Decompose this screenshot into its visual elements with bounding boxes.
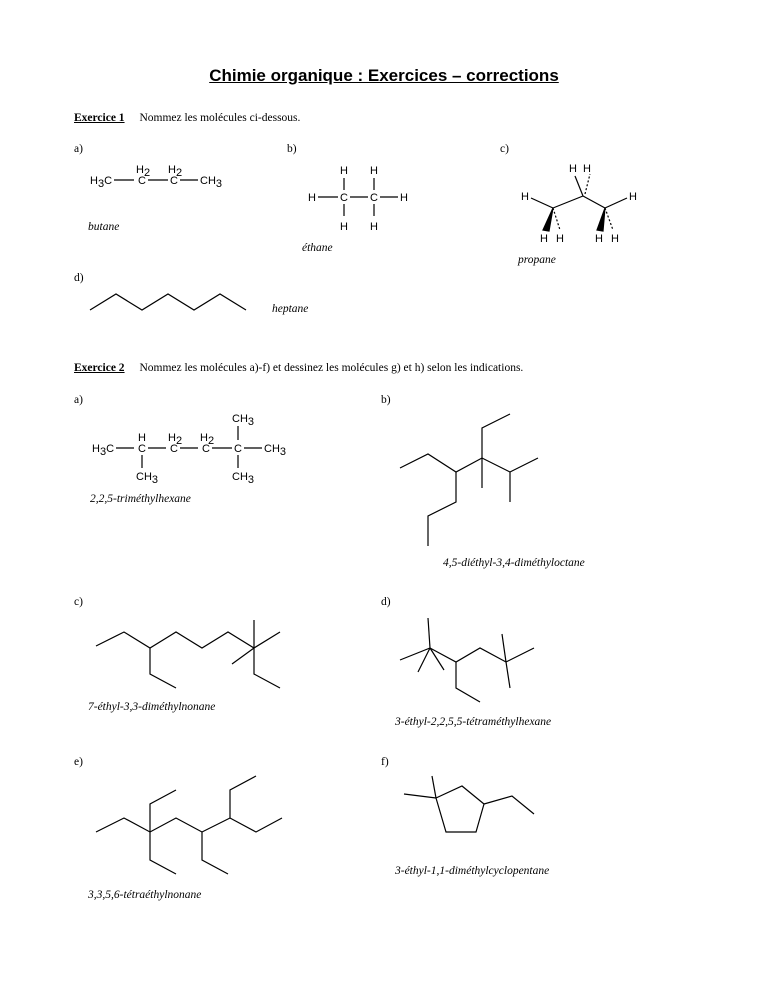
ex2-name-a: 2,2,5-triméthylhexane — [90, 493, 191, 505]
ex1-letter-c: c) — [500, 143, 509, 155]
ex1-name-a: butane — [88, 221, 120, 233]
svg-text:C: C — [138, 175, 146, 187]
svg-text:H: H — [556, 233, 564, 245]
ethyltetramethylhexane-structure — [398, 614, 548, 704]
svg-text:C: C — [234, 443, 242, 455]
svg-text:CH3: CH3 — [264, 443, 287, 458]
ex2-name-c: 7-éthyl-3,3-diméthylnonane — [88, 701, 216, 713]
svg-text:H: H — [611, 233, 619, 245]
svg-text:H: H — [629, 191, 637, 203]
svg-text:H: H — [595, 233, 603, 245]
ex2-name-d: 3-éthyl-2,2,5,5-tétraméthylhexane — [395, 716, 552, 728]
svg-text:H: H — [340, 165, 348, 177]
svg-text:H: H — [340, 221, 348, 233]
ex2-name-b: 4,5-diéthyl-3,4-diméthyloctane — [443, 557, 585, 569]
svg-text:H2: H2 — [168, 432, 183, 447]
ethane-structure — [300, 160, 420, 240]
svg-text:H: H — [521, 191, 529, 203]
exercise-1-instruction: Nommez les molécules ci-dessous. — [139, 112, 301, 124]
exercise-1-label: Exercice 1 — [74, 112, 125, 124]
svg-text:H2: H2 — [200, 432, 215, 447]
trimethylhexane-structure — [90, 410, 300, 490]
svg-text:C: C — [170, 443, 178, 455]
svg-text:C: C — [170, 175, 178, 187]
ex2-letter-e: e) — [74, 756, 83, 768]
exercise-2-header — [74, 362, 523, 374]
heptane-structure — [88, 290, 268, 320]
ex1-name-c: propane — [518, 254, 556, 266]
ex2-letter-c: c) — [74, 596, 83, 608]
svg-text:H: H — [138, 432, 146, 444]
svg-text:H: H — [370, 221, 378, 233]
svg-text:H: H — [540, 233, 548, 245]
exercise-2-instruction: Nommez les molécules a)-f) et dessinez les molécules g) et h) selon les indications. — [139, 362, 524, 374]
ex1-letter-d: d) — [74, 272, 84, 284]
svg-text:H: H — [370, 165, 378, 177]
svg-text:H: H — [583, 163, 591, 175]
ethyldimethylnonane-structure — [94, 614, 294, 694]
svg-text:H2: H2 — [136, 164, 151, 179]
ex1-letter-a: a) — [74, 143, 83, 155]
ex2-letter-d: d) — [381, 596, 391, 608]
svg-text:CH3: CH3 — [232, 413, 255, 428]
svg-text:C: C — [340, 192, 348, 204]
svg-text:H: H — [400, 192, 408, 204]
ex2-letter-b: b) — [381, 394, 391, 406]
ex2-name-f: 3-éthyl-1,1-diméthylcyclopentane — [395, 865, 550, 877]
svg-text:CH3: CH3 — [232, 471, 255, 486]
page-title: Chimie organique : Exercices – corrections — [209, 66, 559, 85]
butane-structure — [88, 160, 238, 200]
svg-text:H: H — [308, 192, 316, 204]
svg-text:C: C — [370, 192, 378, 204]
ethyldimethylcyclopentane-structure — [396, 774, 546, 844]
exercise-1-header — [74, 112, 300, 124]
ex1-name-b: éthane — [302, 242, 333, 254]
tetraethylnonane-structure — [94, 776, 294, 896]
ex1-letter-b: b) — [287, 143, 297, 155]
ex2-letter-f: f) — [381, 756, 389, 768]
svg-text:H3C: H3C — [92, 443, 115, 458]
svg-text:C: C — [202, 443, 210, 455]
svg-text:H: H — [569, 163, 577, 175]
svg-text:H2: H2 — [168, 164, 183, 179]
ex2-letter-a: a) — [74, 394, 83, 406]
ex2-name-e: 3,3,5,6-tétraéthylnonane — [88, 889, 202, 901]
svg-text:CH3: CH3 — [136, 471, 159, 486]
exercise-2-label: Exercice 2 — [74, 362, 125, 374]
svg-text:C: C — [138, 443, 146, 455]
svg-text:CH3: CH3 — [200, 175, 223, 190]
svg-text:H3C: H3C — [90, 175, 113, 190]
ex1-name-d: heptane — [272, 303, 309, 315]
diethyldimethyloctane-structure — [398, 412, 558, 552]
propane-structure — [515, 160, 655, 250]
